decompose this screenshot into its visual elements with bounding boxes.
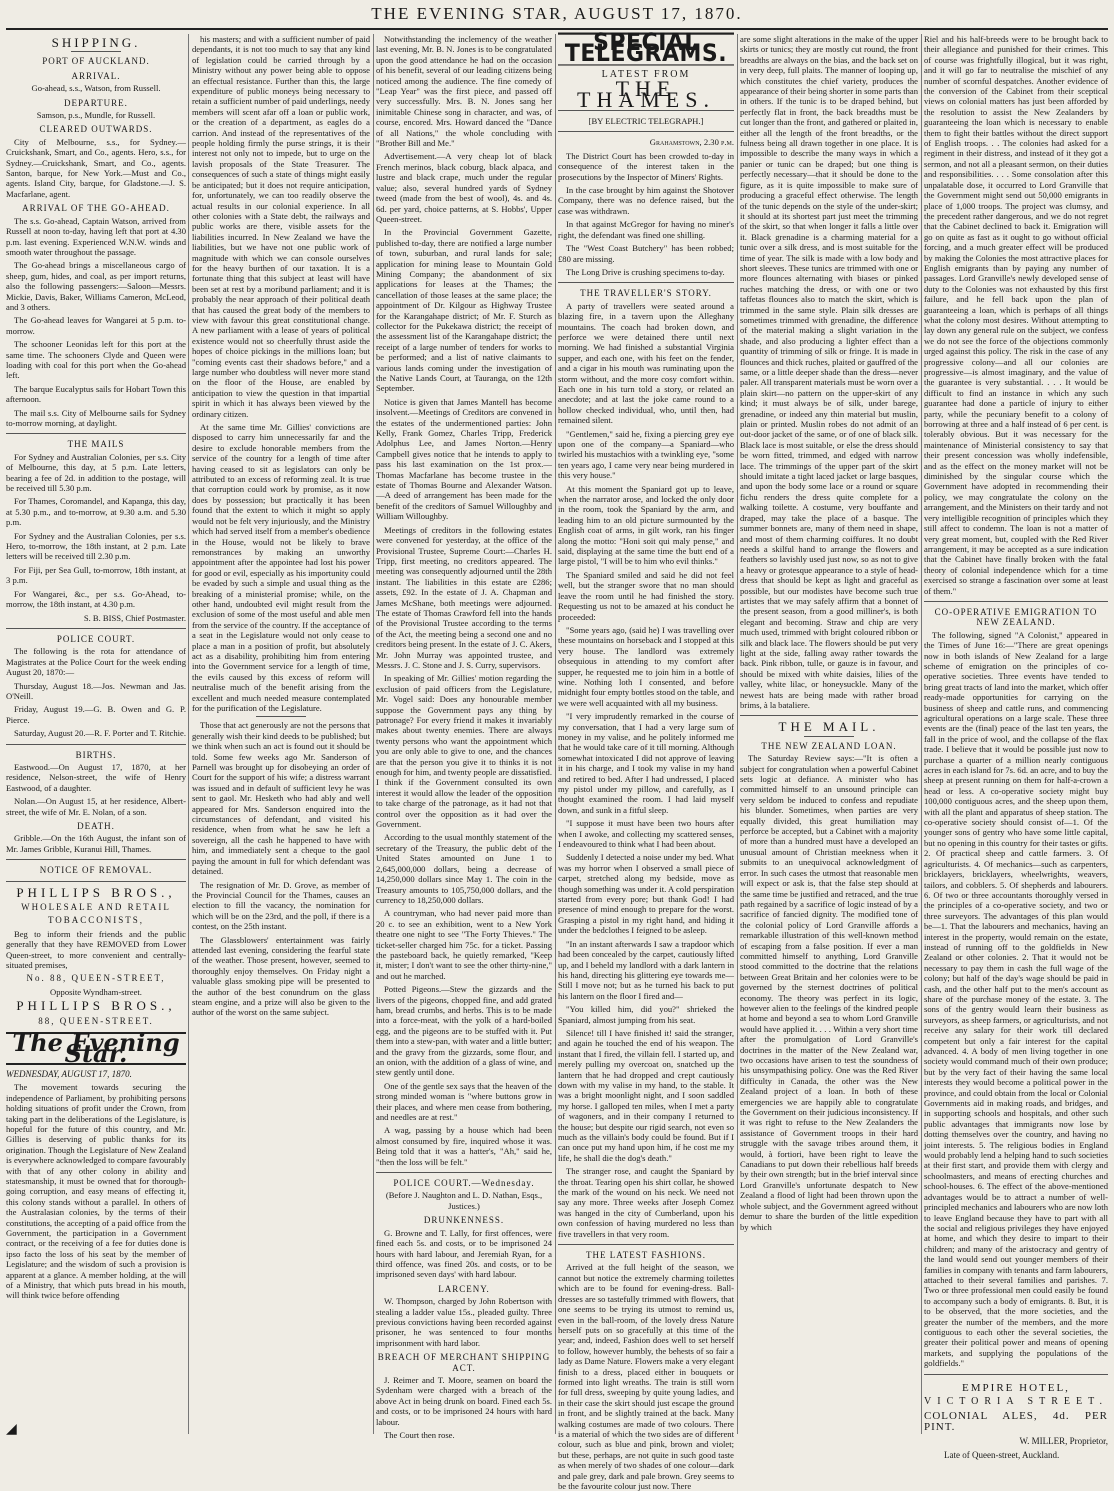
paragraph: J. Reimer and T. Moore, seamen on board the Sydenham were charged with a breach of the above Act in being drunk on board. Fined each 5s. and costs, or to be imprisoned 24 hours with hard labour. (376, 1374, 552, 1427)
fashions-heading: THE LATEST FASHIONS. (586, 1250, 706, 1261)
column-rule (921, 34, 922, 1434)
paragraph: At this moment the Spaniard got up to leave, when the narrator arose, and locked the only door in the room, took the Spaniard by the arm, and leading him to an old picture surmounted by the English coat of arms, in gilt work, ran his finger along the motto: "Honi soit qui maly pense," and said, displaying at the same time the butt end of a large pistol, "I will be to him who evil thinks." (558, 483, 734, 567)
paragraph: The "West Coast Butchery" has been robbed; £80 are missing. (558, 243, 734, 264)
paragraph: The Glassblowers' entertainment was fairly attended last evening, considering the fearful state of the weather. Those present, however, seemed to thoroughly enjoy themselves. On Friday night a valuable glass smoking pipe will be presented to the author of the best conundrum on the glass steam engine, and a prize will also be given to the author of the worst on the same subject. (192, 934, 370, 1018)
column-5 (740, 34, 918, 1434)
departure-heading: DEPARTURE. (64, 97, 128, 108)
story-heading: THE TRAVELLER'S STORY. (580, 288, 712, 299)
victoria-street: VICTORIA STREET. (924, 1396, 1108, 1407)
paragraph: The resignation of Mr. D. Grove, as member of the Provincial Council for the Thames, causes an election to fill the vacancy, the nomination for which will be on the 23rd, and the poll, if there is a contest, on the 25th instant. (192, 879, 370, 932)
paragraph: The stranger rose, and caught the Spaniard by the throat. Tearing open his shirt collar, he showed the mark of the wound on his neck. We need not say any more. Three weeks after Joseph Comez was hanged in the city of Cumberland, upon his own confession of having murdered no less than five travellers in that very room. (558, 1166, 734, 1239)
leader-paragraph: The movement towards securing the independence of Parliament, by prohibiting persons holding situations of profit under the Crown, from taking part in the deliberations of the Legislature, is hopeful for the future of this country, and Mr. Gillies is deserving of public thanks for its origination. Though the Legislature of New Zealand is everywhere acknowledged to compare favourably with that of any other colony in ability and statesmanship, it must be owned that for thorough-going corruption, and easy means of effecting it, this colony stands without a parallel. In others of the Australasian colonies, by the terms of their constitutions, the accepting of a paid office from the Government, the participation in a Government contract, or the receiving of a fee for duties done is ipso facto the loss of his seat by the member of Legislature; and the wisdom of such a provision is apparent at a glance. A member holding, at the will of a Ministry, that which puts bread in his mouth, will think twice before offending (6, 1082, 186, 1301)
paragraph: Arrived at the full height of the season, we cannot but notice the extremely charming toilettes which are to be found for evening-dress. Ball-dresses are so tastefully trimmed with flowers, that one seems to be trying its utmost to remind us, even in the ball-room, of the lovely dress Nature herself puts on so gracefully at this time of the year; and, indeed, Fashion does well to set herself to follow, however humbly, the behests of so fair a lady as Dame Nature. Flowers make a very elegant finish to a dress, placed either in bouquets or formed into light wreaths. The train is still worn for full dress, sweeping by quite young ladies, and in their case the skirt should just escape the ground in front, and be slightly trained at the back. Many walking costumes are made of two colours. There is a material of which the two sides are of different colour, such as blue and pink, brown and violet; but these, perhaps, are not quite in such good taste as when merely of two shades of one colour—dark and pale grey, dark and pale brown. Grey seems to be the favourite colour just now. There (558, 1262, 734, 1491)
special-telegrams-heading: SPECIAL TELEGRAMS. (558, 33, 734, 66)
paragraph: Suddenly I detected a noise under my bed. What was my horror when I observed a small piece of carpet, stretched along my bedside, move as though something was under it. A cold perspiration started from every pore; but thank God! I had presence of mind enough to prepare for the worst. Grasping a pistol in my right hand, and hiding it under the bedclothes I feigned to be asleep. (558, 852, 734, 936)
paragraph: One of the gentle sex says that the heaven of the strong minded woman is "where buttons grow in their places, and where men cease from bothering, and needles are at rest." (376, 1080, 552, 1123)
advert-opposite: Opposite Wyndham-street. (50, 986, 142, 997)
advert-address: 88, QUEEN-STREET. (38, 1015, 154, 1026)
shipping-heading: SHIPPING. (51, 35, 141, 50)
paragraph: In that against McGregor for having no miner's right, the defendant was fined one shilling. (558, 219, 734, 240)
paragraph: G. Browne and T. Lally, for first offences, were fined each 5s. and costs, or to be imprisoned 24 hours with hard labour, and Jeremiah Ryan, for a third offence, was fined 20s. and costs, or to be imprisoned seven days' with hard labour. (376, 1227, 552, 1280)
masthead: THE EVENING STAR, AUGUST 17, 1870. (371, 4, 743, 23)
paragraph: In speaking of Mr. Gillies' motion regarding the exclusion of paid officers from the Legislature, Mr. Vogel said: Does any honourable member suppose the Government pays any thing by patronage? For every friend it makes it invariably makes about twenty enemies. There are always twenty persons who want the appointment which you are only able to give to one, and the chances are that the person you give it to thinks it is not enough for him, and twenty people are dissatisfied. I think if the Government consulted its own interest it would allow the leader of the opposition to take charge of the patronage, as it had not that control over the opposition as it had over the Government. (376, 673, 552, 830)
paragraph: The following is the rota for attendance of Magistrates at the Police Court for the week ending August 20, 1870:— (6, 646, 186, 678)
column-4 (558, 29, 734, 1491)
paragraph: W. Thompson, charged by John Robertson with stealing a ladder value 15s., pleaded guilty. Three previous convictions having been recorded against prisoner, he was sentenced to four months imprisonment with hard labor. (376, 1296, 552, 1348)
paragraph: At the same time Mr. Gillies' convictions are disposed to carry him unnecessarily far and the desire to exclude honorable members from the service of the country for a length of time after having ceased to sit as legislators can only be attributed to an excess of reforming zeal. It is true that corruption could work by promise, as it now does by possession; but practically it has been found that the extent to which it might so apply would not be felt very injuriously, and the Ministry which had served itself from a member's obedience in the House, would not be likely to brave remonstrances by making an unworthy appointment after the appointee had lost his power for good or evil, especially as his importunity could be evaded by such a simple and usual thing as the breaking of a ministerial promise; while, on the other hand, undoubted evil might result from the exclusion of some of the most useful and able men from the service of the country. If the acceptance of a seat in the Legislature would not only cease to place a man in a position of profit, but absolutely act as a disability, prohibiting him from entering into the Government service for a length of time, the evils caused by this excess of reform will neutralise much of the benefit arising from the excellent and much needed measure contemplated for the purification of the Legislature. (192, 422, 370, 713)
empire-hotel-heading: EMPIRE HOTEL, (962, 1381, 1070, 1394)
paragraph: A wag, passing by a house which had been almost consumed by fire, inquired whose it was. Being told that it was a hatter's, "Ah," said he, "then the loss will be felt." (376, 1125, 552, 1167)
paragraph: Notwithstanding the inclemency of the weather last evening, Mr. B. N. Jones is to be congratulated upon the good attendance he had on the occasion of his benefit, several of our leading citizens being noticed among the audience. The fine comedy of "Leap Year" was the first piece, and passed off very successfully. Mrs. B. N. Jones sang her inimitable Chinese song in character, and was, of course, encored. Mrs. Howard danced the "Dance of all Nations," the whole concluding with "Brother Bill and Me." (376, 34, 552, 149)
paragraph: Meetings of creditors in the following estates were convened for yesterday, at the office of the Provisional Trustee, Supreme Court:—Charles H. Tripp, first meeting, no creditors appeared. The meeting was consequently adjourned until the 28th instant. The liabilities in this estate are £286; assets, £92. In the estate of J. A. Chapman and James McShane, both meetings were adjourned. The estate of Thomas Crawford fell into the hands of the Provisional Trustee according to the terms of the Act, the meeting being a second one and no creditors being present. In the estate of J. C. Akers, Mr. John Murray was appointed trustee, and Messrs. J. C. Stone and J. S. Curry, supervisors. (376, 524, 552, 670)
cleared-text: City of Melbourne, s.s., for Sydney.—Cruickshank, Smart, and Co., agents. Hero, s.s., for Sydney.—Cruickshank, Smart, and Co., agents. Santon, barque, for New York.—Must and Co., agents. Island City, barque, for Gladstone.—J. S. Macfarlane, agent. (6, 136, 186, 199)
paper-title: The Evening Star. (6, 1032, 186, 1065)
page-corner-mark: ◢ (6, 1422, 17, 1437)
column-3 (376, 34, 552, 1440)
advertiser-trade: TOBACCONISTS, (47, 915, 145, 926)
telegram-place: Grahamstown, 2.30 p.m. (649, 137, 734, 148)
paragraph: In the Provincial Government Gazette, published to-day, there are notified a large number of town, suburban, and rural lands for sale; application for mining lease to Mountain Gold Mining Company; the abandonment of six applications for leases at the Thames; the cancellation of those leases at the same place; the appointment of Dr. Kilgour as Highway Trustee for the Karangahape district; of Mr. F. Sturch as collector for the Pukekawa district; the receipt of the assessment list of the Karangahape district; the receipt of a large number of tenders for works to be performed; and a list of native claimants to various lands coming under the investigation of the Native Lands Court, at Tauranga, on the 12th September. (376, 227, 552, 394)
paragraph: The Spaniard smiled and said he did not feel well, but the stranger swore that no man should leave the room until he had finished the story. Requesting us not to be amazed at his conduct he proceeded: (558, 569, 734, 622)
paragraph: Eastwood.—On August 17, 1870, at her residence, Nelson-street, the wife of Henry Eastwood, of a daughter. (6, 761, 186, 793)
paragraph: In the case brought by him against the Shotover Company, there was no defence raised, but the case was withdrawn. (558, 185, 734, 216)
paragraph: The Long Drive is crushing specimens to-day. (566, 266, 725, 277)
paragraph: Friday, August 19.—G. B. Owen and G. P. Pierce. (6, 704, 186, 725)
advert-address: No. 88, QUEEN-STREET, (26, 973, 166, 984)
paragraph: For Wangarei, &c., per s.s. Go-Ahead, to-morrow, the 18th instant, at 4.30 p.m. (6, 588, 186, 610)
paragraph: "Gentlemen," said he, fixing a piercing grey eye upon one of the company—a Spaniard—who twirled his mustachios with a twinkling eye, "some ten years ago, I came very near being murdered in this very house." (558, 428, 734, 481)
paragraph: The mail s.s. City of Melbourne sails for Sydney to-morrow morning, at daylight. (6, 407, 186, 428)
paragraph: The barque Eucalyptus sails for Hobart Town this afternoon. (6, 383, 186, 405)
death-heading: DEATH. (77, 821, 115, 831)
arrival-go-ahead-heading: ARRIVAL OF THE GO-AHEAD. (22, 203, 170, 214)
paragraph: his masters; and with a sufficient number of paid dependants, it is not too much to say that any kind of legislation could be carried through by a Ministry without any power being able to oppose an effectual resistance. Further than this, the large expenditure of public moneys being necessary to retain a sufficient number of paid underlings, needy members will scent afar off a loan or public work, or the creation of a department, as eagles do a carrion. And instead of the representatives of the people holding firmly the purse strings, it is their interest not only not to impede, but to urge on the lavish proposals of the State Treasurer. The consequences of such a state of things might easily be anticipated; but it does not require anticipation, for, unfortunately, we can too readily observe the actual results in our colonial experience. In all other colonies with a State debt, the railways and public works are there, visible assets for the liabilities incurred. In New Zealand we have the liabilities, but we have not one public work of magnitude with which we can console ourselves for the heavy burthen of our taxation. It is a fortunate thing that this subject at least will have been set at rest by a moribund parliament; and it is probably the near approach of their political death that has caused the great body of the members to view with favour this great constitutional change. A new parliament with a lease of years of political existence would not so cheerfully thrust aside the hopes of choice pickings in the millions loan; but "coming events cast their shadows before," and a large number who doubtless will never more stand on the floor of the House, are enabled by anticipation to view the question in that impartial spirit in which it has always been viewed by the ordinary citizen. (192, 34, 370, 419)
paragraph: The Court then rose. (384, 1430, 455, 1440)
paragraph: The District Court has been crowded to-day in consequence of the interest taken in the prosecutions by the Inspector of Miners' Rights. (558, 150, 734, 182)
port-heading: PORT OF AUCKLAND. (42, 56, 150, 67)
paragraph: The Saturday Review says:—"It is often a subject for congratulation when a powerful Cabinet sets logic at defiance. A minister who has committed himself to an unsound principle can very seldom be induced to confess and repudiate his blunder. Sometimes, when parties are very equally divided, this great humiliation may perforce be accepted, but a Cabinet with a majority of more than a hundred must have a developed an unusual amount of Christian meekness when it submits to an unequivocal acknowledgment of error. In such cases the utmost that reasonable men will expect or ask is, that the false step should at the same time be justified and retraced, and the true path regained by a sacrifice of logic instead of by a sacrifice of fancied dignity. The modified tone of the colonial policy of Lord Granville affords a remarkable illustration of this well-known method of escaping from a false position. If ever a man committed himself to anything, Lord Granville stood committed to the doctrine that the relations between Great Britain and her colonies were to be governed by the sternest doctrines of political economy. The theory was perfect in its logic, however alien to the feelings of the kindred people at home and beyond a sea to whom Lord Granville would have applied it. . . . Within a very short time after the promulgation of Lord Granville's doctrines in the matter of the New Zealand war, two occasions have arisen to test the soundness of his unsympathising policy. One was the Red River difficulty in Canada, the other was the New Zealand project of a loan. In both of these emergencies we are happily able to congratulate the Government on their judicious inconsistency. If it was right to refuse to the New Zealanders the assistance of Government troops in their hard struggle with the savage tribes around them, it would, à fortiori, have been right to leave the Canadians to put down their rebellious half breeds by their own strength; but in the brief interval since Lord Granville's unfortunate despatch to New Zealand a flood of light had been thrown upon the whole subject, and the Government agreed without demur to share the burden of the little expedition by which (740, 753, 918, 1232)
thames-heading: THE THAMES. (577, 76, 715, 112)
paragraph: "You killed him, did you?" shrieked the Spaniard, almost jumping from his seat. (558, 1004, 734, 1025)
court-subheading: (Before J. Naughton and L. D. Nathan, Esqs., Justices.) (385, 1190, 543, 1211)
paragraph: The following, signed "A Colonist," appeared in the Times of June 16:—"There are great openings now in both islands of New Zealand for a large scheme of emigration on the principles of co-operative societies. Three events have tended to bring great tracts of land into the market, which offer ready-made opportunities for carrying on the business of sheep and cattle runs, and commencing agricultural operations on a large scale. These three events are the (final) peace of the last ten years, the fall in the price of wool, and the collapse of the flax trade. I believe that it would be possible just now to purchase a quarter of a million nearly contiguous acres in each island for 7s. 6d. an acre, and to buy the sheep at present running on them for half-a-crown a head or less. A co-operative society might buy 100,000 contiguous acres, and the sheep upon them, with all the plant and apparatus of sheep station. The co-operative society should consist of—1. Of the younger sons of gentry who have some little capital, but no opening in this country for their tastes or gifts. 2. Of practical sheep and cattle farmers. 3. Of agriculturists. 4. Of mechanics—such as carpenters, bricklayers, bricklayers, wheelwrights, weavers, tailors, and cobblers. 5. Of shepherds and labourers. 6. Of two or three accountants thoroughly versed in the principles of a co-operative society, and two or three surveyors. The advantages of this plan would be—1. That the labourers and mechanics, having an interest in the property, would remain on the estate, instead of running off to the goldfields in New Zealand or other colonies. 2. That it would not be necessary to pay them in cash the full wage of the colony; but half of the day's wage should be paid in cash, and the other half put to the men's account as share of the purchase money of the estate. 3. The sons of the gentry would learn their business as surveyors, as sheep farmers, or agriculturists, and not receive any salary for their work till declared competent but only a fair interest for the capital advanced. 4. A body of men living together in one society would command much of their own produce; but by the very fact of their having the same local interests they would become a political power in the province, and could obtain from the local or Colonial Governments aid in making roads, and bridges, and in supporting schools and hospitals, and other such public advantages that immigrants now lose by dotting themselves over the country, and having no joint interests. 5. The religious bodies in England would probably lend a helping hand to such societies at their first start, and provide them with clergy and schoolmasters, and means of erecting churches and school-houses. 6. The effect of the above-mentioned advantages would be to attract a number of well-principled mechanics and labourers who are now loth to leave England because they have to part with all the social and religious privileges they have enjoyed at home, and which they desire to impart to their children; and many of the aristocracy and gentry of the land would send out younger members of their families in company with tenants and farm labourers, attached to their several families and parishes. 7. Two or three professional men could easily be found to accompany such a body of emigrants. 8. But, it is to be observed, that the more societies, and the greater the number of the members, and the more contiguous to each other the several societies, the greater their political power and means of opening markets, and supplying the populations of the goldfields." (924, 629, 1108, 1369)
paragraph: For Sydney and Australian Colonies, per s.s. City of Melbourne, this day, at 5 p.m. Late letters, bearing a fee of 2d. in addition to the postage, will be received till 5.30 p.m. (6, 451, 186, 494)
arrival-heading: ARRIVAL. (71, 70, 121, 81)
proprietor-late: Late of Queen-street, Auckland. (944, 1449, 1060, 1460)
column-2 (192, 34, 370, 1434)
column-rule (737, 34, 738, 1434)
paragraph: For Fiji, per Sea Gull, to-morrow, 18th instant, at 3 p.m. (6, 564, 186, 586)
paragraph: For Sydney and the Australian Colonies, per s.s. Hero, to-morrow, the 18th instant, at 2 p.m. Late letters will be received till 2.30 p.m. (6, 530, 186, 562)
co-operative-heading: CO-OPERATIVE EMIGRATION TO NEW ZEALAND. (934, 606, 1098, 628)
paragraph: The Go-ahead leaves for Wangarei at 5 p.m. to-morrow. (6, 315, 186, 336)
paragraph: A countryman, who had never paid more than 20 c. to see an exhibition, went to a New York theatre one night to see "The Forty Thieves." The ticket-seller charged him 75c. for a ticket. Passing the pasteboard back, he quietly remarked, "Keep it, mister; I don't want to see the other thirty-nine," and out he marched. (376, 908, 552, 981)
mails-heading: THE MAILS (67, 439, 125, 450)
column-rule (555, 34, 556, 1434)
paragraph: Riel and his half-breeds were to be brought back to their allegiance and punished for their crimes. This of course was frightfully illogical, but it was right, and it will go far to neutralise the mischief of any number of scornful despatches. Another evidence of the conversion of the Cabinet from their sceptical views on colonial matters has just been afforded by the resolution to assist the New Zealanders by guaranteeing the loan which is necessary to enable them to fight their battles without the direct support of English troops. . . The colonies had asked for a regiment in their distress, and instead of it they got a sermon, and not all a pleasant sermon, on their duties and responsibilities. . . . Some consolation after this unpalatable dose, it occurred to Lord Granville that the Government might send out 50,000 emigrants in place of 1,000 troops. The project was clumsy, and the precedent rather dangerous, and we do not regret that the Cabinet declined to back it. Emigration will go on quite as fast as it ought to go without official forcing, and a much greater effect will be produced by making the Colonies the most attractive places for English emigrants than by paying any number of passages. Lord Granville's newly developed sense of duty to the Colonies was not exhausted by this first failure, and he fell back upon the plan of guaranteeing a loan, which is perhaps of all things what the colony most desires. Without attempting to lay down any general rule on the subject, we confess we do not see the force of the objections commonly urged against this policy. The risk in the case of any progressive colony—and all our colonies are progressive—is almost imaginary, and the value of the guarantee is very substantial. . . . It would be difficult to find an instance in which any such guarantee had done a particle of injury to either party, while the pecuniary benefit to a colony of borrowing at three and a half instead of 6 per cent. is tolerably obvious. But it was necessary for the maintenance of Ministerial consistency to say that their present concession was wholly indefensible, and as the effect on the money market will not be diminished by the singular course which the Government have adopted in recommending their policy, we may congratulate the colony on the arrangement, and the Ministers on their tardy and not very intelligible recognition of principles which they still affect to condemn. The loan is not a matter of very great moment, but, coupled with the Red River arrangement, it may be accepted as a sure indication that the Cabinet have finally broken with the fatal theory of colonial independence which for a time exercised so strange a fascination over some at least of them." (924, 34, 1108, 596)
departure-text: Samson, p.s., Mundle, for Russell. (36, 110, 156, 121)
proprietor: W. MILLER, Proprietor, (1019, 1436, 1108, 1447)
paragraph: Silence! till I have finished it! said the stranger, and again he touched the end of his weapon. The instant that I fired, the villain fell. I started up, and merely pulling my overcoat on, snatched up the lantern that he had dropped and crept cautiously down with my valise in my hand, to the stable. It was a bright moonlight night, and I soon saddled my horse. I galloped ten miles, when I met a party of wagoners, and in their company I returned to the house; but despite our rigid search, not even so much as the villain's body could be found. But if I can once put my hand upon him, if he cost me my life, he shall die the dog's death." (558, 1027, 734, 1163)
paragraph: "In an instant afterwards I saw a trapdoor which had been concealed by the carpet, cautiously lifted up, and I beheld my landlord with a dark lantern in his hand, directing his glittering eye towards me—Still I move not; but as he turned his back to put his lantern on the floor I fired and— (558, 938, 734, 1001)
column-rule (373, 34, 374, 1434)
paragraph: Saturday, August 20.—R. F. Porter and T. Ritchie. (14, 728, 186, 739)
cleared-heading: CLEARED OUTWARDS. (39, 124, 153, 135)
column-1 (6, 34, 186, 1434)
paragraph: The Go-ahead brings a miscellaneous cargo of sheep, gum, hides, and coal, as per import returns, also the following passengers:—Saloon—Messrs. Mickie, Davis, Baker, Williams Cameron, McLeod, and 3 others. (6, 260, 186, 312)
paragraph: Thursday, August 18.—Jos. Newman and Jas. O'Neill. (6, 680, 186, 701)
paragraph: A party of travellers were seated around a blazing fire, in a tavern upon the Alleghany mountains. The coach had broken down, and perforce we were detained there until next morning. We had finished a substantial Virginia supper, and each one, with his feet on the fender, and a cigar in his mouth was ruminating upon the storm without, and the more cosy comfort within. Each one in his turn told a story, or related an anecdote; and at last the joke came round to a hollow checked individual, who, until then, had remained silent. (558, 300, 734, 426)
latest-from: LATEST FROM (601, 68, 691, 80)
removal-heading: NOTICE OF REMOVAL. (39, 865, 153, 876)
byline: [BY ELECTRIC TELEGRAPH.] (588, 116, 704, 127)
paragraph: Potted Pigeons.—Stew the gizzards and the livers of the pigeons, chopped fine, and add grated ham, bread crumbs, and herbs. This is to be made into a force-meat, with the yolk of a hard-boiled egg, and the pigeons are to be stuffed with it. Put them into a stew-pan, with water and a little butter; and the gravy from the gizzards, some flour, and an onion, with the addition of a glass of wine, and stew gently until done. (376, 984, 552, 1078)
court-heading: POLICE COURT.—Wednesday. (393, 1178, 535, 1189)
paragraph: Advertisement.—A very cheap lot of black French merinos, black coburg, black alpaca, and lustre and black crape, much under the regular value; also, several hundred yards of Sydney tweed (made from the best of wool), 4s. and 4s. 6d. per yard, choice patterns, at S. Hobbs', Upper Queen-street. (376, 151, 552, 224)
paragraph: The s.s. Go-ahead, Captain Watson, arrived from Russell at noon to-day, having left that port at 4.30 p.m. last evening. Experienced W.N.W. winds and smooth water throughout the passage. (6, 215, 186, 257)
masthead-rule (6, 28, 1108, 30)
paragraph: Gribble.—On the 16th August, the infant son of Mr. James Gribble, Kuranui Hill, Thames. (6, 833, 186, 854)
paragraph: "Some years ago, (said he) I was travelling over these mountains on horseback and I stopped at this very house. The landlord was extremely obsequious in attending to my comfort after supper, he requested me to join him in a bottle of wine. Nothing loth I consented, and before midnight four empty bottles stood on the table, and we were well acquainted with all my business. (558, 624, 734, 708)
arrival-text: Go-ahead, s.s., Watson, from Russell. (31, 83, 161, 94)
mails-signature: S. B. BISS, Chief Postmaster. (83, 612, 186, 623)
births-heading: BIRTHS. (75, 749, 117, 760)
advertiser-name: PHILLIPS BROS., (16, 884, 176, 900)
drunkenness-heading: DRUNKENNESS. (423, 1215, 505, 1226)
phillips-advert (6, 884, 186, 1026)
police-heading: POLICE COURT. (56, 633, 136, 644)
column-6 (924, 34, 1108, 1460)
mail-heading: THE MAIL. (778, 719, 880, 735)
breach-heading: BREACH OF MERCHANT SHIPPING ACT. (377, 1352, 551, 1373)
column-rule (188, 34, 189, 1434)
paragraph: Nolan.—On August 15, at her residence, Albert-street, the wife of Mr. E. Nolan, of a son. (6, 796, 186, 817)
dateline: WEDNESDAY, AUGUST 17, 1870. (6, 1068, 132, 1079)
paragraph: Notice is given that James Mantell has become insolvent.—Meetings of Creditors are convened in the estates of the undermentioned parties: John Kelly, Frank Gomez, Charles Tripp, Frederick Adolphus Lee, and James Norton.—Henry Campbell gives notice that he intends to apply to pass his last examination on the 1st prox.—Thomas Macfarlane has become trustee in the estate of Thomas Bourne and Alexander Watson.—A deed of arrangement has been made for the benefit of the creditors of Samuel Willoughby and William Willoughby. (376, 396, 552, 522)
advertiser-trade: WHOLESALE AND RETAIL (21, 902, 171, 913)
paragraph: are some slight alterations in the make of the upper skirts or tunics; they are mostly cut round, the front breadths are always on the bias, and the back set on in very deep, full plaits. The manner of looping up, which constitutes the chief variety, produces the appearance of their being shorter in some parts than in others. If the tunic is to be draped behind, but perfectly flat in front, the back breadths must be cut longer than the front, and gathered or plaited in, either all the length of the front breadths, or the fulness being all drawn together in one place. It is impossible to describe the many ways in which a panier or tunic can be draped; but one thing is perfectly necessary—that it should be done to the figure, as it is quite impossible to make sure of producing a graceful effect otherwise. The length of the tunic depends on the style of the under-skirt; it should at its shortest part just meet the trimming of the skirt, so that when longer it falls a little over it. Black grenadine is a charming material for a tunic over a silk dress, and is most suitable for the time of year. The silk is made with a low body and short sleeves. These tunics are trimmed with one or more flounces alternating with biases or pinked ruches matching the dress, or with one or two taffetas flounces also to match the skirt, which is trimmed in the same style. Plain silk dresses are sometimes trimmed with grenadine, the difference of the material making a slight variation in the shade, and also producing a lighter effect than a quantity of trimming of silk or fringe. It is made in flounces and thick ruches, plaited or gauffred of the same, or a little deeper shade than the dress—never paler. All transparent materials must be worn over a plain skirt—no pattern on the upper-skirt of any kind; it must always be of silk, under barege, grenadine, or indeed any thin material but muslin, plain or printed. Muslin robes do not admit of an out-door jacket of the same, or of one of black silk. Black lace is most suitable, or else the dress should be worn fitted, trimmed, and edged with narrow lace. The trimmings of the upper part of the skirt should imitate a tight laced jacket or large basques, and upon the body some lace or a round or square fichu renders the dress quite complete for a walking toilette. A costume, very bouffante and draped, may take the place of a basque. The summer bonnets are, many of them need in shape, and most of them charming coiffures. It no doubt needs a skilful hand to arrange the flowers and feathers so lavishly used just now, so as not to give a heavy or grotesque appearance to a style of head-dress that should be kept as light and graceful as possible, but our modistes have become such true artistes that we may safely affirm that a bonnet of the present season, from a good milliner's, is both elegant and becoming. Straw and chip are very much used, trimmed with bright coloured ribbon or silk and black lace. The flowers should be put very light at the side, falling away rather towards the back. Pink ribbon, tulle, or gauze is in favour, and should be mixed with white daisies, lilies of the valley, white lilac, or honeysuckle. Many of the newest hats are being made with rather broad brims, à la bataliere. (740, 34, 919, 710)
advertiser-name: PHILLIPS BROS., (16, 998, 176, 1014)
colonial-ales: COLONIAL ALES, 4d. PER PINT. (924, 1410, 1108, 1433)
paragraph: The schooner Leonidas left for this port at the same time. The schooners Clyde and Queen were loading with coal for this port when the Go-ahead left. (6, 339, 186, 381)
loan-heading: THE NEW ZEALAND LOAN. (761, 740, 897, 751)
paragraph: For Thames, Coromandel, and Kapanga, this day, at 5.30 p.m., and to-morrow, at 9.30 a.m. and 5.30 p.m. (6, 496, 186, 528)
paragraph: Those that act generously are not the persons that generally wish their kind deeds to be published; but we think when such an act is found out it should be told. Some few weeks ago Mr. Sanderson of Parnell was brought up for disobeying an order of Court for the support of his wife; a distress warrant was issued and in default of sufficient levy he was sent to gaol. Mr. Hesketh who had ably and well appeared for Mrs. Sanderson enquired into the circumstances of defendant, and visited his residence, when from what he saw he left a sovereign, all the cash he happened to have with him, and immediately sent a cheque to the gaol paying the amount in full for which defendant was detained. (192, 720, 370, 877)
paragraph: "I very imprudently remarked in the course of my conversation, that I had a very large sum of money in my valise, and he politely informed me that he would take care of it till morning. Although somewhat intoxicated I did not approve of leaving it in his charge, and I took my valise in my hand and retired to bed. After I had undressed, I placed my pistol under my pillow, and carefully, as I thought examined the room. I had laid myself down, and sunk in a fitful sleep. (558, 711, 734, 815)
advert-text: Beg to inform their friends and the public generally that they have REMOVED from Lower Queen-street, to more convenient and centrally-situated premises, (6, 928, 186, 971)
paragraph: According to the usual monthly statement of the secretary of the Treasury, the public debt of the United States amounted on June 1 to 2,645,000,000 dollars, being a decrease of 14,250,000 dollars since May 1. The coin in the Treasury amounts to 105,750,000 dollars, and the currency to 18,250,000 dollars. (376, 832, 552, 905)
larceny-heading: LARCENY. (438, 1283, 490, 1294)
paragraph: "I suppose it must have been two hours after when I awoke, and collecting my scattered senses, I endeavoured to think what I had been about. (558, 818, 734, 850)
